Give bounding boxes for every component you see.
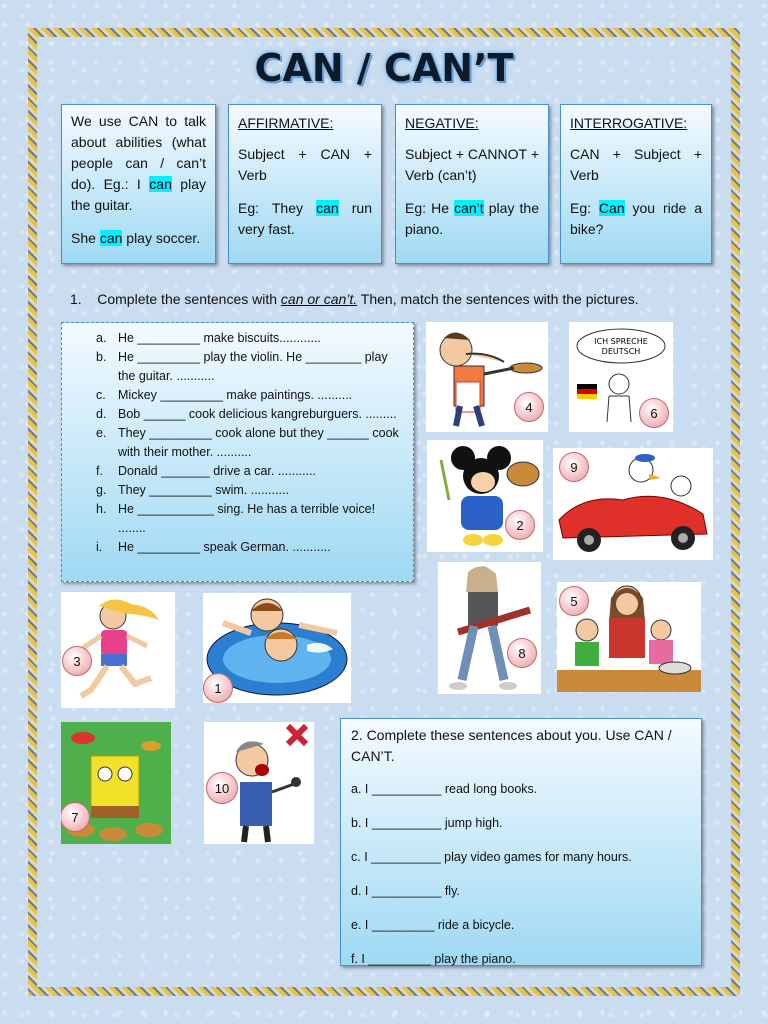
exercise2-box — [340, 718, 702, 966]
exercise1-item — [62, 538, 405, 557]
usage-box — [61, 104, 216, 264]
picture-number-badge: 8 — [507, 638, 537, 668]
picture-number-badge: 3 — [62, 646, 92, 676]
exercise1-item-text: He ___________ sing. He has a terrible voice! ........ — [118, 502, 376, 535]
exercise2-list — [351, 779, 691, 970]
exercise1-item-text: Bob ______ cook delicious kangreburguers. ......... — [118, 407, 397, 421]
exercise1-item-letter: c. — [96, 388, 106, 402]
exercise1-item-letter: h. — [96, 502, 107, 516]
exercise1-item — [62, 481, 405, 500]
exercise1-instruction: 1. Complete the sentences with can or can’t. Then, match the sentences with the pictures. — [70, 291, 639, 307]
affirmative-example: Eg: They can run very fast. — [238, 200, 373, 237]
exercise1-item-text: They _________ cook alone but they ______ cook with their mother. .......... — [118, 426, 399, 459]
usage-example: She can play soccer. — [71, 230, 201, 246]
exercise2-item: e. I _________ ride a bicycle. — [351, 918, 515, 932]
exercise1-item — [62, 348, 405, 386]
picture-number-badge: 5 — [559, 586, 589, 616]
exercise1-item — [62, 462, 405, 481]
exercise1-item-letter: i. — [96, 540, 103, 554]
exercise1-item-text: Mickey _________ make paintings. .......... — [118, 388, 353, 402]
interrogative-box — [560, 104, 712, 264]
picture-number-badge: 10 — [206, 772, 238, 804]
affirmative-rule: Subject + CAN + Verb — [238, 146, 372, 183]
interrogative-rule: CAN + Subject + Verb — [570, 146, 702, 183]
exercise2-item: b. I __________ jump high. — [351, 816, 503, 830]
exercise2-item: a. I __________ read long books. — [351, 782, 538, 796]
runner-girl-picture — [61, 592, 175, 708]
exercise1-item-letter: a. — [96, 331, 107, 345]
negative-heading: NEGATIVE: — [405, 115, 479, 131]
exercise1-item-letter: f. — [96, 464, 103, 478]
spongebob-cook-picture — [61, 722, 171, 844]
picture-number-badge: 6 — [639, 398, 669, 428]
speech-bubble-line2: DEUTSCH — [601, 347, 641, 356]
exercise2-item: f. I _________ play the piano. — [351, 952, 516, 966]
swimmers-picture — [203, 593, 351, 703]
negative-example: Eg: He can’t play the piano. — [405, 200, 539, 237]
picture-number-badge: 7 — [61, 802, 90, 832]
exercise2-instruction: 2. Complete these sentences about you. Use CAN / CAN’T. — [351, 727, 672, 764]
bad-singer-picture — [204, 722, 314, 844]
exercise1-item — [62, 329, 405, 348]
exercise1-item-text: They _________ swim. ........... — [118, 483, 289, 497]
exercise1-item-letter: e. — [96, 426, 107, 440]
exercise1-item — [62, 386, 405, 405]
cooking-family-picture — [557, 582, 701, 692]
guitarist-illustration — [438, 562, 541, 694]
picture-number-badge: 4 — [514, 392, 544, 422]
speech-bubble-line1: ICH SPRECHE — [594, 337, 648, 346]
exercise2-item: c. I __________ play video games for many hours. — [351, 850, 632, 864]
exercise1-box — [61, 322, 414, 582]
mickey-painter-picture — [427, 440, 543, 552]
picture-number-badge: 2 — [505, 510, 535, 540]
affirmative-box — [228, 104, 382, 264]
exercise1-item — [62, 424, 405, 462]
exercise1-item — [62, 500, 405, 538]
picture-number-badge: 1 — [203, 673, 233, 703]
exercise1-item-text: He _________ speak German. ........... — [118, 540, 331, 554]
guitarist-picture — [438, 562, 541, 694]
exercise2-item: d. I __________ fly. — [351, 884, 460, 898]
exercise1-item-text: He _________ play the violin. He ________ play the guitar. ........... — [118, 350, 388, 383]
negative-box — [395, 104, 549, 264]
interrogative-heading: INTERROGATIVE: — [570, 115, 688, 131]
chef-picture — [426, 322, 548, 432]
exercise1-item-text: Donald _______ drive a car. ........... — [118, 464, 317, 478]
exercise1-item-letter: d. — [96, 407, 107, 421]
exercise1-item-text: He _________ make biscuits............ — [118, 331, 321, 345]
exercise1-item — [62, 405, 405, 424]
affirmative-heading: AFFIRMATIVE: — [238, 115, 334, 131]
exercise1-item-letter: g. — [96, 483, 107, 497]
picture-number-badge: 9 — [559, 452, 589, 482]
german-speaker-picture — [569, 322, 673, 432]
page-title: CAN / CAN’T — [254, 46, 514, 90]
interrogative-example: Eg: Can you ride a bike? — [570, 200, 703, 237]
exercise1-list — [62, 329, 405, 557]
usage-text: We use CAN to talk about abilities (what people can / can’t do). Eg.: I can play the guitar. — [71, 113, 206, 213]
exercise1-item-letter: b. — [96, 350, 107, 364]
donald-car-picture — [553, 448, 713, 560]
negative-rule: Subject + CANNOT + Verb (can’t) — [405, 146, 539, 183]
